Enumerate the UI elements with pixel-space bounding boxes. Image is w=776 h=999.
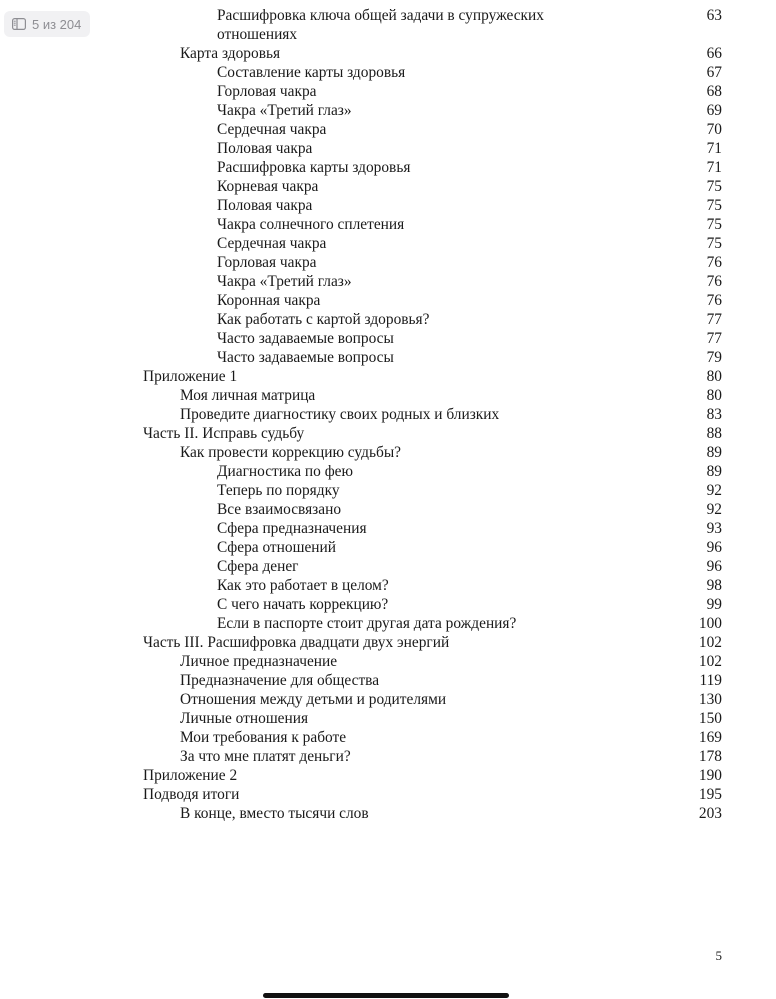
toc-entry[interactable] [0,177,776,196]
toc-entry-page: 169 [698,729,722,746]
toc-entry-page: 98 [706,577,722,594]
toc-entry-title: Предназначение для общества [180,672,380,689]
toc-entry-title: Расшифровка карты здоровья [217,159,411,176]
toc-entry[interactable] [0,215,776,234]
toc-entry[interactable] [0,557,776,576]
toc-entry-page: 77 [706,311,722,328]
toc-entry-title: Все взаимосвязано [217,501,342,518]
toc-entry[interactable] [0,633,776,652]
toc-entry-page: 83 [706,406,722,423]
toc-entry[interactable] [0,481,776,500]
toc-entry[interactable] [0,804,776,823]
toc-entry-page: 93 [706,520,722,537]
toc-entry-title: Теперь по порядку [217,482,340,499]
toc-entry-page: 69 [706,102,722,119]
toc-entry-page: 75 [706,235,722,252]
toc-entry-title: В конце, вместо тысячи слов [180,805,369,822]
toc-entry[interactable] [0,367,776,386]
toc-entry-title: За что мне платят деньги? [180,748,351,765]
toc-entry-title: Часть III. Расшифровка двадцати двух энергий [143,634,450,651]
toc-entry-page: 80 [706,387,722,404]
toc-entry-title: Часть II. Исправь судьбу [143,425,305,442]
toc-entry[interactable] [0,690,776,709]
toc-entry[interactable] [0,348,776,367]
toc-entry[interactable] [0,424,776,443]
toc-entry[interactable] [0,500,776,519]
toc-entry[interactable] [0,747,776,766]
toc-entry-title: Корневая чакра [217,178,319,195]
toc-entry-page: 76 [706,254,722,271]
toc-entry[interactable] [0,405,776,424]
toc-entry[interactable] [0,766,776,785]
toc-entry-title: Личные отношения [180,710,309,727]
toc-entry[interactable] [0,253,776,272]
table-of-contents [0,6,776,823]
toc-entry-title: Часто задаваемые вопросы [217,330,394,347]
home-indicator[interactable] [263,993,509,998]
toc-entry-title: Карта здоровья [180,45,281,62]
toc-entry[interactable] [0,196,776,215]
toc-entry-page: 99 [706,596,722,613]
toc-entry-page: 66 [706,45,722,62]
toc-entry-page: 195 [698,786,722,803]
toc-entry[interactable] [0,443,776,462]
page-number: 5 [715,948,722,963]
toc-entry[interactable] [0,6,776,44]
toc-entry[interactable] [0,101,776,120]
toc-entry-title: Мои требования к работе [180,729,347,746]
toc-entry-page: 100 [698,615,722,632]
toc-entry-page: 71 [706,159,722,176]
toc-entry-title: Половая чакра [217,140,313,157]
toc-entry-title: Сфера денег [217,558,299,575]
toc-entry[interactable] [0,63,776,82]
toc-entry[interactable] [0,386,776,405]
toc-entry[interactable] [0,310,776,329]
toc-entry-title: Чакра «Третий глаз» [217,273,352,290]
toc-entry-page: 102 [698,653,722,670]
toc-entry[interactable] [0,44,776,63]
toc-entry-page: 75 [706,178,722,195]
toc-entry-page: 96 [706,539,722,556]
toc-entry[interactable] [0,595,776,614]
toc-entry-page: 92 [706,482,722,499]
toc-entry-title: Приложение 2 [143,767,238,784]
toc-entry-title: Проведите диагностику своих родных и близких [180,406,500,423]
toc-entry[interactable] [0,291,776,310]
toc-entry-page: 79 [706,349,722,366]
toc-entry-title: Сфера отношений [217,539,336,556]
toc-entry-page: 63 [706,7,722,24]
page-indicator-label: 5 из 204 [32,16,82,32]
toc-entry-page: 88 [706,425,722,442]
toc-entry-title: Сфера предназначения [217,520,367,537]
toc-entry-page: 71 [706,140,722,157]
toc-entry[interactable] [0,538,776,557]
toc-entry[interactable] [0,709,776,728]
toc-entry-page: 75 [706,197,722,214]
toc-entry-title: Составление карты здоровья [217,64,406,81]
toc-entry-page: 178 [698,748,722,765]
toc-entry-title: Чакра солнечного сплетения [217,216,405,233]
toc-entry[interactable] [0,158,776,177]
toc-entry-title: С чего начать коррекцию? [217,596,389,613]
toc-entry-page: 70 [706,121,722,138]
toc-entry[interactable] [0,576,776,595]
toc-entry[interactable] [0,652,776,671]
toc-entry[interactable] [0,728,776,747]
toc-entry-page: 68 [706,83,722,100]
toc-entry-title: Как это работает в целом? [217,577,389,594]
toc-entry-title: Отношения между детьми и родителями [180,691,447,708]
toc-entry[interactable] [0,671,776,690]
toc-entry-page: 89 [706,463,722,480]
toc-entry-page: 96 [706,558,722,575]
toc-entry-page: 203 [698,805,722,822]
toc-entry[interactable] [0,519,776,538]
toc-entry-page: 130 [698,691,722,708]
toc-entry[interactable] [0,234,776,253]
toc-entry[interactable] [0,329,776,348]
toc-entry-title: Как работать с картой здоровья? [217,311,430,328]
toc-entry-title: Подводя итоги [143,786,240,803]
toc-entry-page: 76 [706,273,722,290]
toc-entry[interactable] [0,120,776,139]
toc-entry-title: Расшифровка ключа общей задачи в супружеских отношениях [217,7,544,43]
toc-entry-page: 76 [706,292,722,309]
toc-entry-title: Горловая чакра [217,83,317,100]
toc-entry-page: 75 [706,216,722,233]
toc-entry-page: 190 [698,767,722,784]
toc-entry-title: Коронная чакра [217,292,321,309]
toc-entry-title: Сердечная чакра [217,235,327,252]
toc-entry-page: 67 [706,64,722,81]
toc-entry-title: Диагностика по фею [217,463,353,480]
toc-entry-page: 119 [699,672,722,689]
toc-entry-page: 89 [706,444,722,461]
toc-entry[interactable] [0,462,776,481]
toc-entry-title: Часто задаваемые вопросы [217,349,394,366]
toc-entry-title: Сердечная чакра [217,121,327,138]
toc-entry-title: Если в паспорте стоит другая дата рождения? [217,615,517,632]
toc-entry-page: 77 [706,330,722,347]
toc-entry[interactable] [0,139,776,158]
toc-entry[interactable] [0,785,776,804]
toc-entry-page: 80 [706,368,722,385]
toc-entry-page: 92 [706,501,722,518]
toc-entry-title: Моя личная матрица [180,387,316,404]
toc-entry-title: Горловая чакра [217,254,317,271]
toc-entry-title: Личное предназначение [180,653,338,670]
toc-entry-title: Половая чакра [217,197,313,214]
toc-entry[interactable] [0,614,776,633]
toc-entry-page: 150 [698,710,722,727]
toc-entry-page: 102 [698,634,722,651]
toc-entry-title: Чакра «Третий глаз» [217,102,352,119]
toc-entry[interactable] [0,272,776,291]
toc-entry[interactable] [0,82,776,101]
toc-entry-title: Как провести коррекцию судьбы? [180,444,401,461]
toc-entry-title: Приложение 1 [143,368,238,385]
